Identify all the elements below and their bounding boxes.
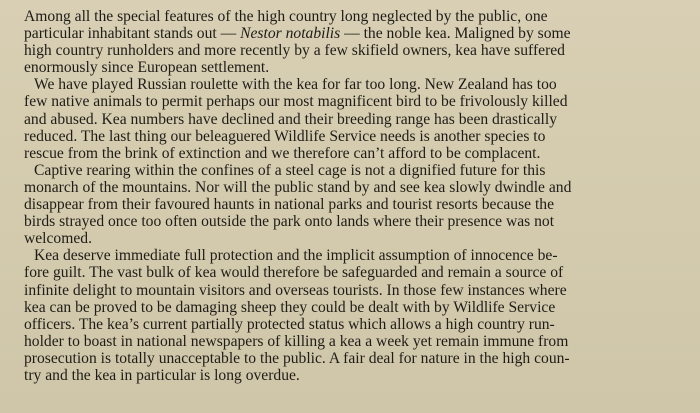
text-line: holder to boast in national newspapers of killing a kea a week yet remain immune from <box>24 332 569 350</box>
text-line: kea can be proved to be damaging sheep they could be dealt with by Wildlife Service <box>24 298 556 316</box>
text-line: try and the kea in particular is long overdue. <box>24 366 300 384</box>
text-line: disappear from their favoured haunts in national parks and tourist resorts because the <box>24 196 555 214</box>
paragraph-3 <box>24 162 686 247</box>
text-line: high country runholders and more recently by a few skifield owners, kea have suffered <box>24 42 565 60</box>
text-line: few native animals to permit perhaps our most magnificent bird to be frivolously killed <box>24 93 568 111</box>
text-line: infinite delight to mountain visitors and overseas tourists. In those few instances where <box>24 281 567 299</box>
text-line: monarch of the mountains. Nor will the public stand by and see kea slowly dwindle and <box>24 178 572 196</box>
text-line: We have played Russian roulette with the kea for far too long. New Zealand has too <box>34 76 557 94</box>
text-line: enormously since European settlement. <box>24 59 270 77</box>
text-line: fore guilt. The vast bulk of kea would therefore be safeguarded and remain a source of <box>24 264 564 282</box>
text-line: Kea deserve immediate full protection and the implicit assumption of innocence be- <box>34 247 558 265</box>
text-line-with-italic <box>24 25 686 42</box>
paragraph-1 <box>24 8 686 76</box>
text-line: Among all the special features of the high country long neglected by the public, one <box>24 8 548 25</box>
paragraph-4 <box>24 247 686 384</box>
text-fragment: — the noble kea. Maligned by some <box>340 25 571 43</box>
scientific-name: Nestor notabilis <box>240 25 341 43</box>
text-fragment: particular inhabitant stands out — <box>24 25 241 43</box>
text-line: rescue from the brink of extinction and we therefore can’t afford to be complacent. <box>24 144 541 162</box>
text-line: reduced. The last thing our beleaguered Wildlife Service needs is another species to <box>24 127 546 145</box>
text-line: and abused. Kea numbers have declined and their breeding range has been drastically <box>24 110 558 128</box>
paragraph-2 <box>24 76 686 161</box>
text-line: welcomed. <box>24 230 92 248</box>
text-line: Captive rearing within the confines of a steel cage is not a dignified future for this <box>34 161 546 179</box>
text-line: birds strayed once too often outside the park onto lands where their presence was not <box>24 213 555 231</box>
text-line: officers. The kea’s current partially protected status which allows a high country run- <box>24 315 555 333</box>
text-line: prosecution is totally unacceptable to the public. A fair deal for nature in the high coun- <box>24 349 570 367</box>
